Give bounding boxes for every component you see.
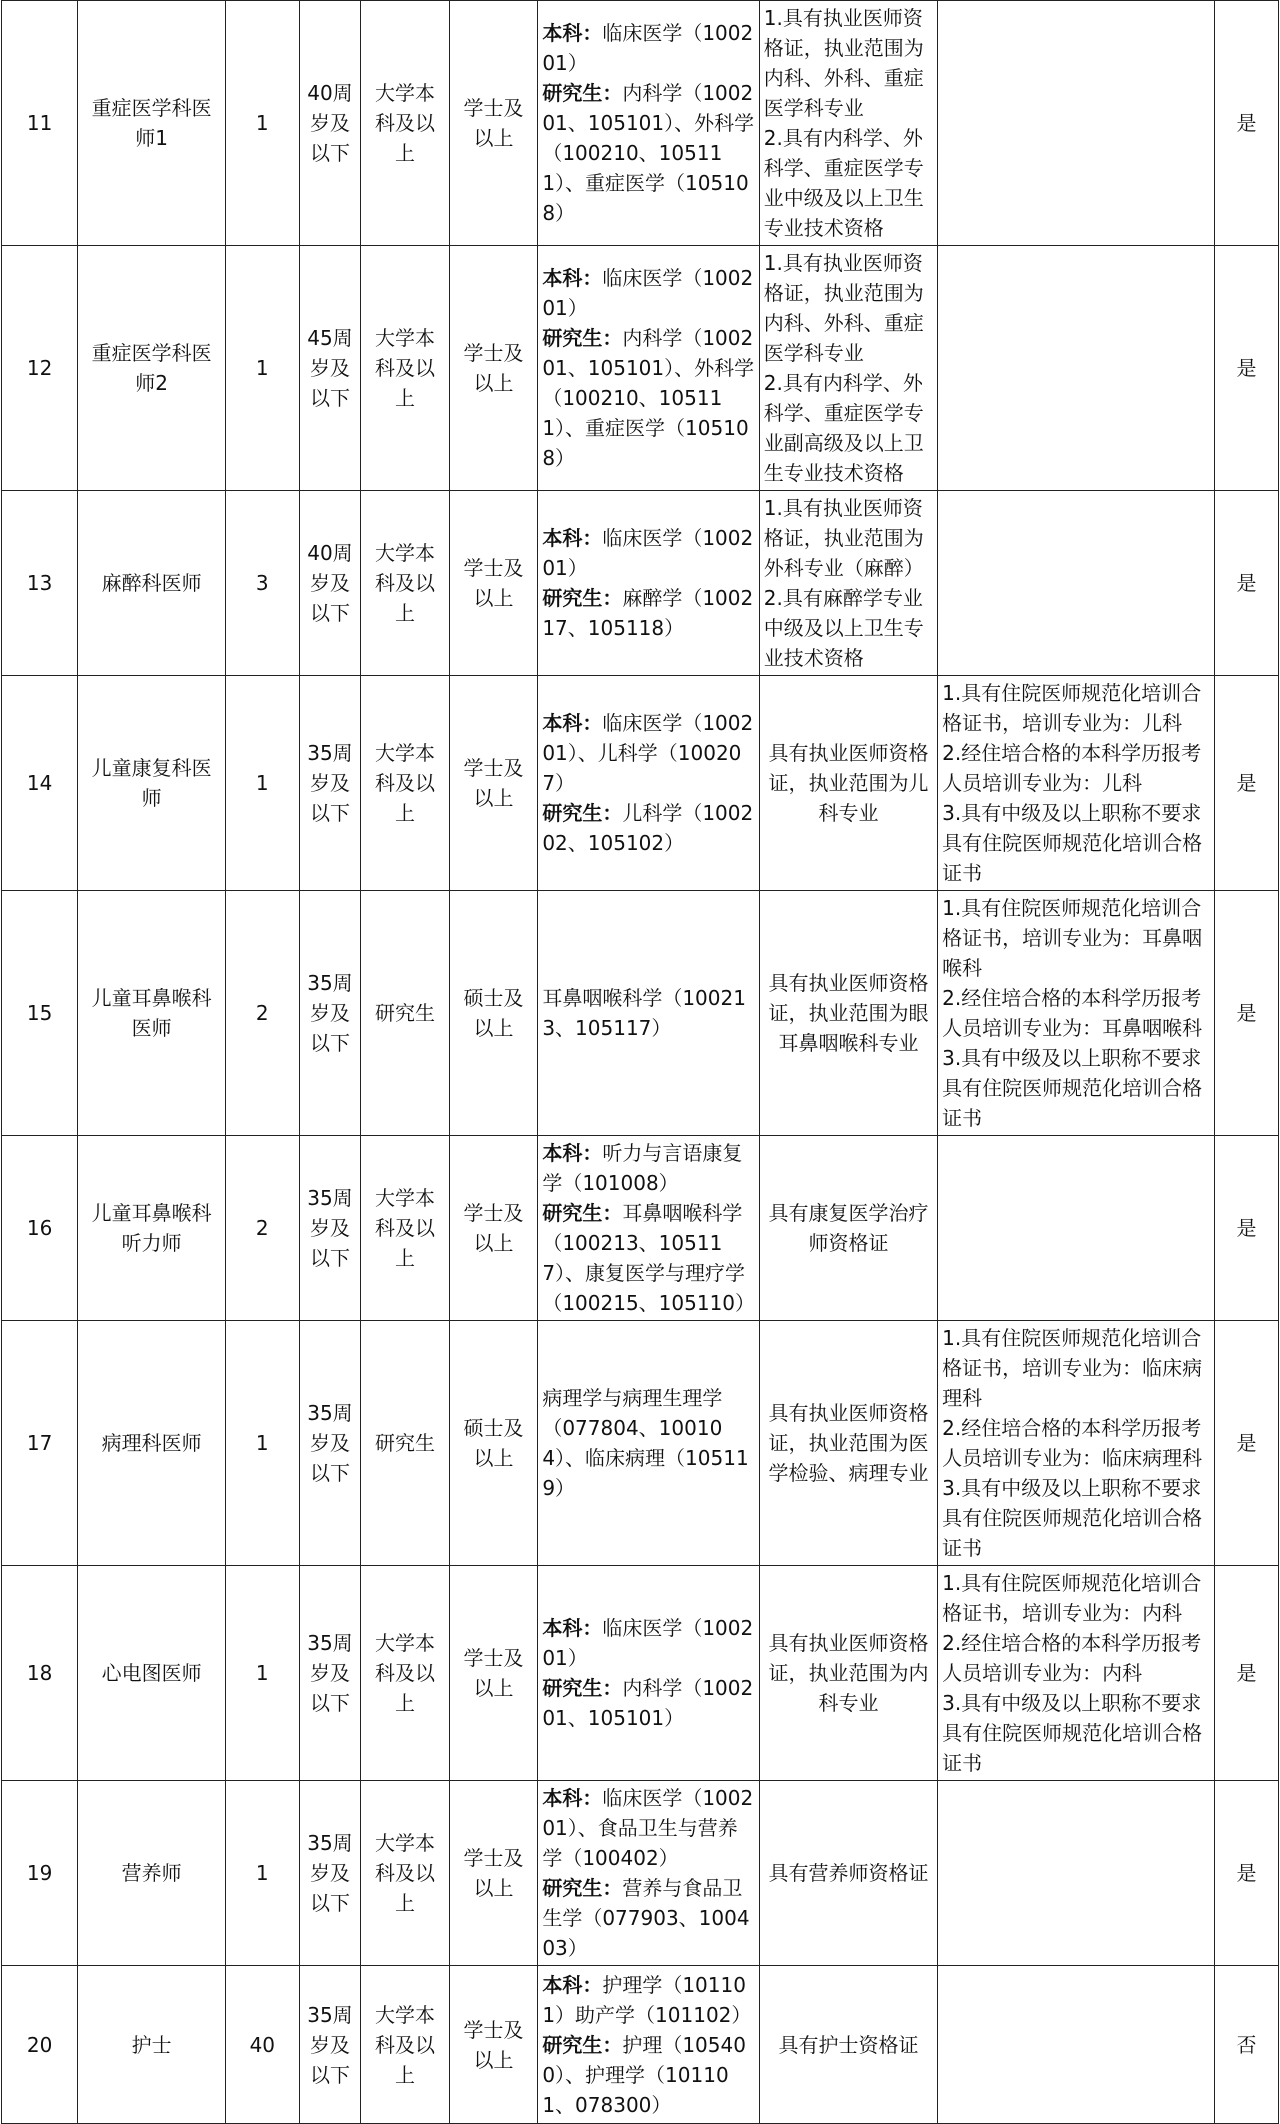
major-text: 临床医学（100201）、食品卫生与营养学（100402）	[542, 1786, 754, 1870]
qualification-requirements	[759, 491, 937, 676]
table-row	[2, 1321, 1279, 1566]
major-line	[542, 1138, 754, 1198]
other-requirement-line: 2.经住培合格的本科学历报考人员培训专业为：临床病理科	[942, 1416, 1203, 1470]
qualification-line: 2.具有内科学、外科学、重症医学专业中级及以上卫生专业技术资格	[763, 126, 924, 240]
flag-cell: 是	[1214, 891, 1278, 1136]
headcount: 1	[225, 676, 299, 891]
other-requirement-line: 2.经住培合格的本科学历报考人员培训专业为：儿科	[942, 741, 1202, 795]
education: 大学本科及以上	[361, 1136, 450, 1321]
flag-cell: 是	[1214, 246, 1278, 491]
table-row	[2, 1781, 1279, 1966]
age-limit: 40周岁及以下	[299, 1, 361, 246]
age-limit: 35周岁及以下	[299, 676, 361, 891]
table-row	[2, 1966, 1279, 2124]
major-level-label: 研究生：	[542, 801, 623, 825]
qualification-requirements	[759, 1136, 937, 1321]
flag-cell: 是	[1214, 1566, 1278, 1781]
row-number: 18	[2, 1566, 78, 1781]
major-text: 营养与食品卫生学（077903、100403）	[542, 1876, 750, 1960]
major-requirements	[538, 676, 759, 891]
education: 大学本科及以上	[361, 491, 450, 676]
qualification-requirements	[759, 676, 937, 891]
degree: 学士及以上	[449, 1966, 538, 2124]
major-requirements	[538, 1966, 759, 2124]
education: 研究生	[361, 891, 450, 1136]
row-number: 17	[2, 1321, 78, 1566]
major-level-label: 本科：	[542, 21, 603, 45]
age-limit: 35周岁及以下	[299, 1321, 361, 1566]
major-requirements	[538, 1136, 759, 1321]
major-level-label: 本科：	[542, 1972, 603, 1997]
qualification-line: 2.具有内科学、外科学、重症医学专业副高级及以上卫生专业技术资格	[763, 371, 924, 485]
major-line	[542, 583, 754, 643]
headcount: 1	[225, 246, 299, 491]
row-number: 12	[2, 246, 78, 491]
other-requirement-line: 1.具有住院医师规范化培训合格证书，培训专业为：内科	[942, 1571, 1202, 1625]
row-number: 13	[2, 491, 78, 676]
major-line	[542, 263, 754, 323]
flag-cell: 否	[1214, 1966, 1278, 2124]
major-text: 耳鼻咽喉科学（100213、105117）、康复医学与理疗学（100215、105110）	[542, 1201, 756, 1315]
position-name: 重症医学科医师1	[78, 1, 226, 246]
flag-cell: 是	[1214, 1, 1278, 246]
education: 大学本科及以上	[361, 1966, 450, 2124]
row-number: 20	[2, 1966, 78, 2124]
degree: 学士及以上	[449, 1, 538, 246]
major-text: 临床医学（100201）、儿科学（100207）	[542, 711, 754, 795]
table-row	[2, 891, 1279, 1136]
headcount: 1	[225, 1566, 299, 1781]
qualification-requirements	[759, 1566, 937, 1781]
table-row	[2, 1136, 1279, 1321]
qualification-requirements	[759, 891, 937, 1136]
qualification-requirements	[759, 246, 937, 491]
major-line	[542, 78, 754, 228]
major-text: 临床医学（100201）	[542, 266, 754, 320]
flag-cell: 是	[1214, 676, 1278, 891]
other-requirements	[938, 1, 1215, 246]
other-requirements	[938, 1136, 1215, 1321]
other-requirements	[938, 1321, 1215, 1566]
major-requirements	[538, 1, 759, 246]
major-text: 临床医学（100201）	[542, 21, 754, 75]
other-requirement-line: 2.经住培合格的本科学历报考人员培训专业为：内科	[942, 1631, 1202, 1685]
major-text: 临床医学（100201）	[542, 1616, 754, 1670]
major-line	[542, 1383, 754, 1503]
table-row	[2, 491, 1279, 676]
headcount: 1	[225, 1, 299, 246]
headcount: 2	[225, 1136, 299, 1321]
headcount: 1	[225, 1781, 299, 1966]
education: 研究生	[361, 1321, 450, 1566]
major-text: 麻醉学（100217、105118）	[542, 586, 754, 640]
major-text: 内科学（100201、105101）、外科学（100210、105111）、重症医学（105108）	[542, 326, 755, 470]
row-number: 11	[2, 1, 78, 246]
position-name: 营养师	[78, 1781, 226, 1966]
position-name: 护士	[78, 1966, 226, 2124]
major-text: 耳鼻咽喉科学（100213、105117）	[542, 986, 746, 1040]
major-text: 护理学（101101）助产学（101102）	[542, 1972, 752, 2027]
qualification-line: 1.具有执业医师资格证，执业范围为内科、外科、重症医学科专业	[763, 6, 924, 120]
major-level-label: 本科：	[542, 711, 603, 735]
major-text: 听力与言语康复学（101008）	[542, 1141, 743, 1195]
degree: 学士及以上	[449, 1781, 538, 1966]
position-name: 儿童康复科医师	[78, 676, 226, 891]
major-line	[542, 1613, 754, 1673]
major-text: 病理学与病理生理学（077804、100104）、临床病理（105119）	[542, 1386, 749, 1500]
age-limit: 35周岁及以下	[299, 891, 361, 1136]
major-text: 护理（105400）、护理学（101101、078300）	[542, 2032, 746, 2117]
education: 大学本科及以上	[361, 676, 450, 891]
major-requirements	[538, 1321, 759, 1566]
row-number: 19	[2, 1781, 78, 1966]
education: 大学本科及以上	[361, 1781, 450, 1966]
degree: 学士及以上	[449, 1136, 538, 1321]
age-limit: 35周岁及以下	[299, 1781, 361, 1966]
age-limit: 35周岁及以下	[299, 1566, 361, 1781]
age-limit: 45周岁及以下	[299, 246, 361, 491]
major-level-label: 研究生：	[542, 1201, 623, 1225]
major-level-label: 研究生：	[542, 81, 623, 105]
qualification-line: 具有康复医学治疗师资格证	[768, 1201, 929, 1255]
table-row	[2, 246, 1279, 491]
qualification-line: 具有执业医师资格证，执业范围为内科专业	[768, 1631, 929, 1715]
qualification-requirements	[759, 1966, 937, 2124]
headcount: 2	[225, 891, 299, 1136]
other-requirement-line: 1.具有住院医师规范化培训合格证书，培训专业为：临床病理科	[942, 1326, 1203, 1410]
major-level-label: 研究生：	[542, 1876, 623, 1900]
major-line	[542, 1673, 754, 1733]
qualification-line: 具有执业医师资格证，执业范围为儿科专业	[768, 741, 929, 825]
major-level-label: 研究生：	[542, 1676, 623, 1700]
major-requirements	[538, 891, 759, 1136]
age-limit: 40周岁及以下	[299, 491, 361, 676]
degree: 学士及以上	[449, 676, 538, 891]
qualification-line: 具有营养师资格证	[768, 1861, 929, 1885]
other-requirement-line: 1.具有住院医师规范化培训合格证书，培训专业为：耳鼻咽喉科	[942, 896, 1203, 980]
degree: 学士及以上	[449, 491, 538, 676]
major-requirements	[538, 1781, 759, 1966]
row-number: 14	[2, 676, 78, 891]
education: 大学本科及以上	[361, 1, 450, 246]
degree: 硕士及以上	[449, 891, 538, 1136]
major-requirements	[538, 246, 759, 491]
major-level-label: 本科：	[542, 1141, 603, 1165]
major-level-label: 本科：	[542, 266, 603, 290]
major-line	[542, 708, 754, 798]
major-line	[542, 1198, 754, 1318]
headcount: 3	[225, 491, 299, 676]
other-requirements	[938, 1781, 1215, 1966]
major-line	[542, 18, 754, 78]
flag-cell: 是	[1214, 1136, 1278, 1321]
other-requirements	[938, 246, 1215, 491]
qualification-line: 具有护士资格证	[778, 2032, 919, 2057]
other-requirements	[938, 676, 1215, 891]
major-text: 临床医学（100201）	[542, 526, 754, 580]
position-name: 心电图医师	[78, 1566, 226, 1781]
age-limit: 35周岁及以下	[299, 1966, 361, 2124]
other-requirement-line: 3.具有中级及以上职称不要求具有住院医师规范化培训合格证书	[942, 1691, 1203, 1775]
education: 大学本科及以上	[361, 246, 450, 491]
flag-cell: 是	[1214, 1781, 1278, 1966]
qualification-line: 具有执业医师资格证，执业范围为眼耳鼻咽喉科专业	[768, 971, 929, 1055]
flag-cell: 是	[1214, 491, 1278, 676]
table-body	[2, 1, 1279, 2124]
qualification-requirements	[759, 1321, 937, 1566]
major-line	[542, 798, 754, 858]
major-requirements	[538, 1566, 759, 1781]
headcount: 40	[225, 1966, 299, 2124]
table-row	[2, 1, 1279, 246]
major-requirements	[538, 491, 759, 676]
degree: 学士及以上	[449, 246, 538, 491]
row-number: 15	[2, 891, 78, 1136]
flag-cell: 是	[1214, 1321, 1278, 1566]
education: 大学本科及以上	[361, 1566, 450, 1781]
position-name: 病理科医师	[78, 1321, 226, 1566]
major-level-label: 本科：	[542, 1616, 603, 1640]
position-name: 儿童耳鼻喉科听力师	[78, 1136, 226, 1321]
degree: 硕士及以上	[449, 1321, 538, 1566]
major-line	[542, 1970, 754, 2030]
position-name: 儿童耳鼻喉科医师	[78, 891, 226, 1136]
major-line	[542, 1783, 754, 1873]
other-requirement-line: 2.经住培合格的本科学历报考人员培训专业为：耳鼻咽喉科	[942, 986, 1203, 1040]
major-level-label: 研究生：	[542, 2032, 623, 2057]
major-line	[542, 323, 754, 473]
other-requirements	[938, 1566, 1215, 1781]
other-requirement-line: 1.具有住院医师规范化培训合格证书，培训专业为：儿科	[942, 681, 1202, 735]
other-requirement-line: 3.具有中级及以上职称不要求具有住院医师规范化培训合格证书	[942, 1476, 1203, 1560]
major-level-label: 研究生：	[542, 326, 623, 350]
headcount: 1	[225, 1321, 299, 1566]
other-requirement-line: 3.具有中级及以上职称不要求具有住院医师规范化培训合格证书	[942, 801, 1203, 885]
qualification-line: 2.具有麻醉学专业中级及以上卫生专业技术资格	[763, 586, 924, 670]
major-line	[542, 523, 754, 583]
major-text: 内科学（100201、105101）	[542, 1676, 754, 1730]
qualification-line: 1.具有执业医师资格证，执业范围为外科专业（麻醉）	[763, 496, 924, 580]
table-row	[2, 1566, 1279, 1781]
other-requirement-line: 3.具有中级及以上职称不要求具有住院医师规范化培训合格证书	[942, 1046, 1203, 1130]
table-row	[2, 676, 1279, 891]
position-name: 麻醉科医师	[78, 491, 226, 676]
major-level-label: 本科：	[542, 526, 603, 550]
row-number: 16	[2, 1136, 78, 1321]
other-requirements	[938, 891, 1215, 1136]
age-limit: 35周岁及以下	[299, 1136, 361, 1321]
degree: 学士及以上	[449, 1566, 538, 1781]
major-text: 儿科学（100202、105102）	[542, 801, 754, 855]
qualification-line: 具有执业医师资格证，执业范围为医学检验、病理专业	[768, 1401, 929, 1485]
qualification-line: 1.具有执业医师资格证，执业范围为内科、外科、重症医学科专业	[763, 251, 924, 365]
major-level-label: 本科：	[542, 1786, 603, 1810]
recruitment-table	[1, 0, 1279, 2124]
major-line	[542, 1873, 754, 1963]
major-level-label: 研究生：	[542, 586, 623, 610]
qualification-requirements	[759, 1, 937, 246]
major-line	[542, 983, 754, 1043]
qualification-requirements	[759, 1781, 937, 1966]
other-requirements	[938, 1966, 1215, 2124]
other-requirements	[938, 491, 1215, 676]
position-name: 重症医学科医师2	[78, 246, 226, 491]
major-text: 内科学（100201、105101）、外科学（100210、105111）、重症医学（105108）	[542, 81, 755, 225]
